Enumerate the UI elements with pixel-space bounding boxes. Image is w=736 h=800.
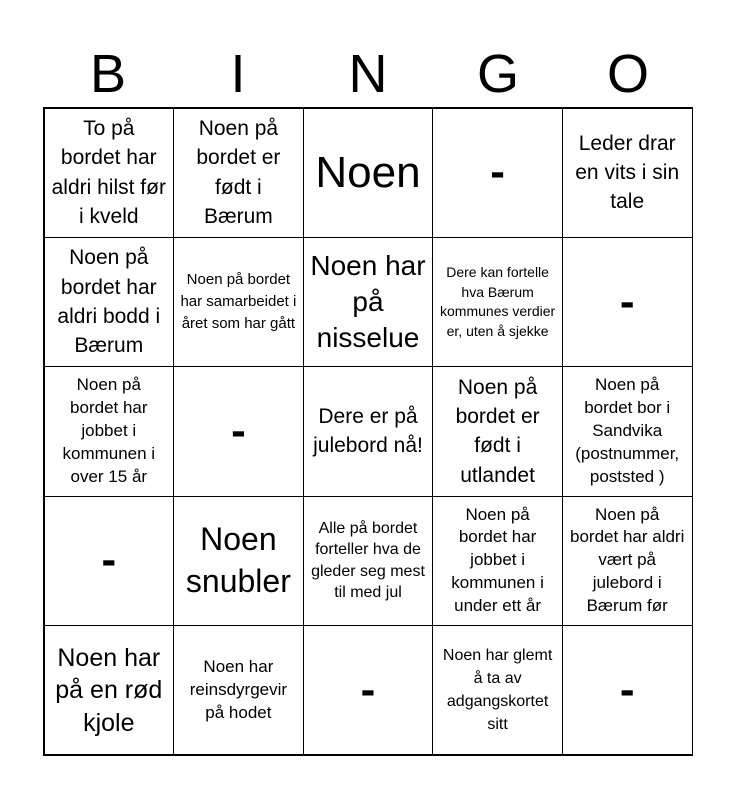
bingo-cell[interactable]: Leder drar en vits i sin tale [562,108,693,238]
bingo-cell-blank[interactable]: - [173,366,304,496]
header-letter-o: O [606,44,649,104]
bingo-cell[interactable]: Dere er på julebord nå! [303,366,434,496]
header-letter-i: I [230,44,246,104]
header-letter-b: B [89,44,127,104]
bingo-cell[interactable]: Noen har på en rød kjole [44,625,175,755]
bingo-cell[interactable]: Noen på bordet bor i Sandvika (postnummer, poststed ) [562,366,693,496]
bingo-cell-blank[interactable]: - [562,625,693,755]
bingo-cell[interactable]: Noen har på nisselue [303,237,434,367]
bingo-cell[interactable]: Noen på bordet har aldri vært på julebord i Bærum før [562,496,693,626]
bingo-cell[interactable]: Noen på bordet har jobbet i kommunen i under ett år [432,496,563,626]
bingo-header [43,42,693,106]
header-letter-n: N [348,44,388,104]
bingo-cell[interactable]: Noen på bordet har jobbet i kommunen i over 15 år [44,366,175,496]
bingo-cell[interactable]: Alle på bordet forteller hva de gleder seg mest til med jul [303,496,434,626]
bingo-cell[interactable]: Noen på bordet har samarbeidet i året som har gått [173,237,304,367]
bingo-grid [43,107,693,756]
bingo-cell-blank[interactable]: - [44,496,175,626]
bingo-cell[interactable]: Noen [303,108,434,238]
bingo-cell-blank[interactable]: - [303,625,434,755]
bingo-cell[interactable]: Noen snubler [173,496,304,626]
header-letter-g: G [476,44,519,104]
bingo-cell[interactable]: Noen har reinsdyrgevir på hodet [173,625,304,755]
bingo-cell[interactable]: To på bordet har aldri hilst før i kveld [44,108,175,238]
bingo-cell[interactable]: Dere kan fortelle hva Bærum kommunes verdier er, uten å sjekke [432,237,563,367]
bingo-cell[interactable]: Noen på bordet har aldri bodd i Bærum [44,237,175,367]
bingo-cell[interactable]: Noen på bordet er født i Bærum [173,108,304,238]
bingo-cell[interactable]: Noen har glemt å ta av adgangskortet sitt [432,625,563,755]
bingo-cell-blank[interactable]: - [432,108,563,238]
bingo-cell[interactable]: Noen på bordet er født i utlandet [432,366,563,496]
bingo-cell-blank[interactable]: - [562,237,693,367]
